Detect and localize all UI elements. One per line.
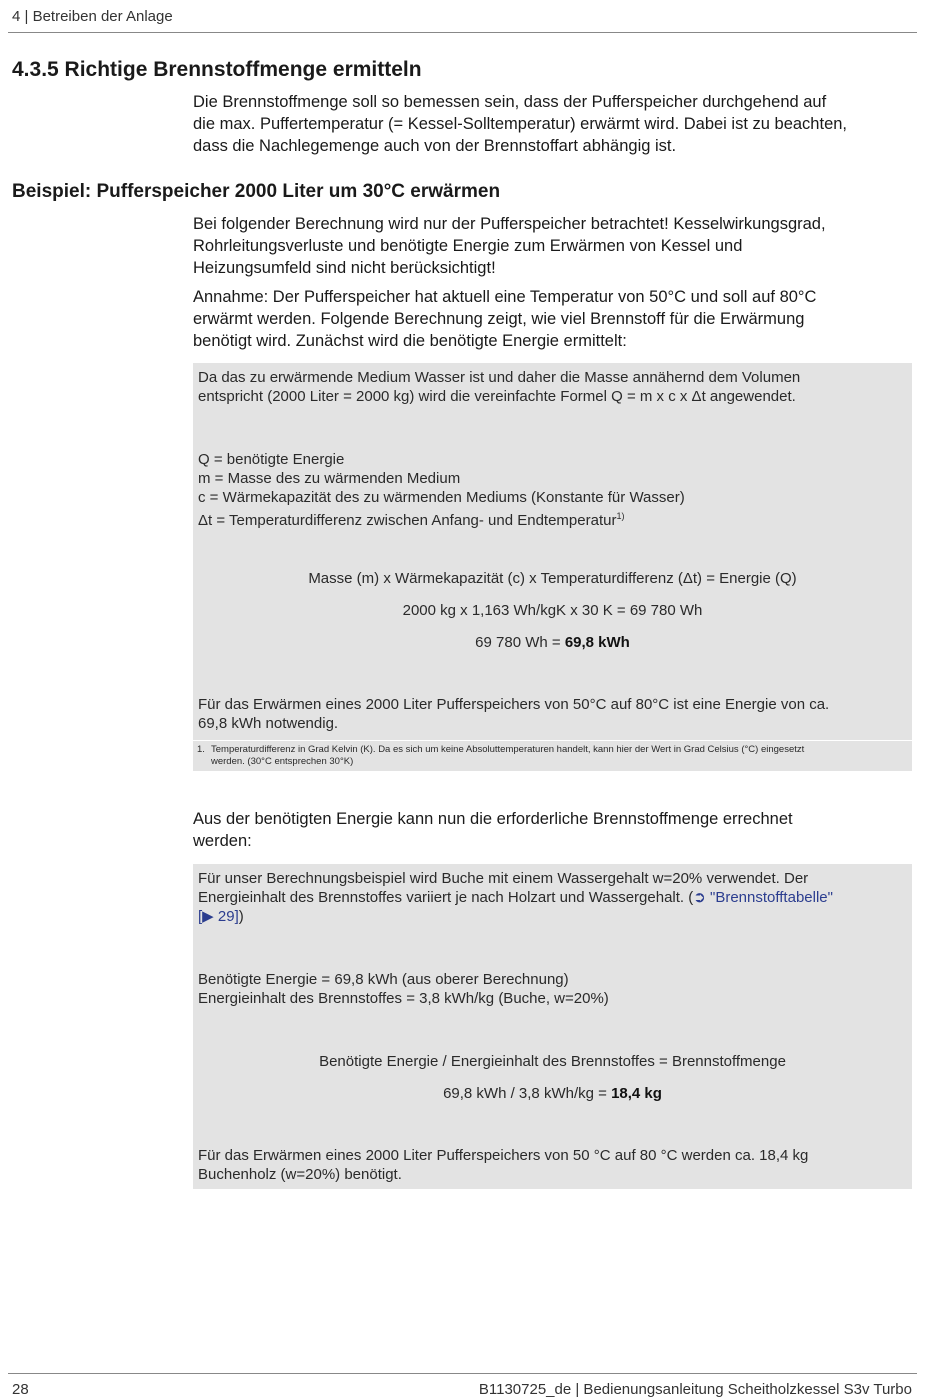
example-note-line: Rohrleitungsverluste und benötigte Energie zum Erwärmen von Kessel und — [193, 237, 743, 255]
example-title: Beispiel: Pufferspeicher 2000 Liter um 30°C erwärmen — [12, 181, 501, 202]
section-title: 4.3.5 Richtige Brennstoffmenge ermitteln — [12, 58, 422, 81]
energy-intro-line: entspricht (2000 Liter = 2000 kg) wird die vereinfachte Formel Q = m x c x Δt angewendet. — [198, 388, 796, 405]
section-intro-line: die max. Puffertemperatur (= Kessel-Solltemperatur) erwärmt wird. Dabei ist zu beachten, — [193, 115, 848, 133]
formula-line: Masse (m) x Wärmekapazität (c) x Temperaturdifferenz (Δt) = Energie (Q) — [308, 570, 797, 587]
page-ref-arrow-icon: ▶ — [202, 908, 214, 925]
footnote-number: 1. — [197, 744, 205, 755]
document-title: B1130725_de | Bedienungsanleitung Scheitholzkessel S3v Turbo — [478, 1381, 912, 1398]
energy-intro-line: Da das zu erwärmende Medium Wasser ist und daher die Masse annähernd dem Volumen — [198, 369, 801, 386]
result-value: 69,8 kWh — [564, 634, 630, 651]
section-intro-line: dass die Nachlegemenge auch von der Brennstoffart abhängig ist. — [193, 137, 677, 155]
page-ref-close: ) — [238, 908, 244, 925]
energy-needed: Benötigte Energie = 69,8 kWh (aus oberer Berechnung) — [198, 971, 569, 988]
section-intro-line: Die Brennstoffmenge soll so bemessen sein, dass der Pufferspeicher durchgehend auf — [193, 93, 827, 111]
fuel-intro-line — [198, 888, 903, 907]
energy-content: Energieinhalt des Brennstoffes = 3,8 kWh/kg (Buche, w=20%) — [198, 990, 609, 1007]
result-prefix: 69 780 Wh = — [475, 634, 565, 651]
page-reference[interactable] — [198, 907, 903, 926]
arrow-right-icon: ➲ — [693, 889, 706, 906]
page-ref-number[interactable]: 29] — [213, 908, 239, 925]
header-divider — [8, 32, 917, 33]
fuel-conclusion — [198, 1146, 903, 1184]
calculation-line: 2000 kg x 1,163 Wh/kgK x 30 K = 69 780 Wh — [402, 602, 703, 619]
fuel-conclusion-line: Buchenholz (w=20%) benötigt. — [198, 1166, 402, 1183]
section-intro — [193, 91, 905, 157]
energy-conclusion-line: Für das Erwärmen eines 2000 Liter Pufferspeichers von 50°C auf 80°C ist eine Energie von ca. — [198, 696, 830, 713]
variable-definitions — [198, 450, 903, 530]
fuel-table-link[interactable]: "Brennstofftabelle" — [705, 889, 833, 906]
definition-t-text: Δt = Temperaturdifferenz zwischen Anfang- und Endtemperatur — [198, 512, 617, 529]
footnote-line: Temperaturdifferenz in Grad Kelvin (K). Da es sich um keine Absoluttemperaturen handelt, kann hier der Wert in Grad Celsius (°C) eingesetzt — [211, 744, 805, 755]
fuel-result-line — [193, 1084, 912, 1103]
footnote — [193, 740, 912, 771]
fuel-intro-line: werden: — [193, 832, 252, 850]
definition-m: m = Masse des zu wärmenden Medium — [198, 470, 461, 487]
page-ref-open: [ — [198, 908, 203, 925]
fuel-conclusion-line: Für das Erwärmen eines 2000 Liter Pufferspeichers von 50 °C auf 80 °C werden ca. 18,4 kg — [198, 1147, 809, 1164]
energy-calculation-box — [193, 363, 912, 740]
fuel-values — [198, 970, 903, 1008]
definition-c: c = Wärmekapazität des zu wärmenden Mediums (Konstante für Wasser) — [198, 489, 685, 506]
definition-t — [198, 507, 903, 530]
example-assumption — [193, 286, 905, 352]
fuel-calculation-box — [193, 864, 912, 1189]
page-number: 28 — [12, 1381, 29, 1398]
assumption-line: benötigt wird. Zunächst wird die benötigte Energie ermittelt: — [193, 332, 627, 350]
energy-conclusion-line: 69,8 kWh notwendig. — [198, 715, 339, 732]
example-note-line: Bei folgender Berechnung wird nur der Pufferspeicher betrachtet! Kesselwirkungsgrad, — [193, 215, 826, 233]
footer-divider — [8, 1373, 917, 1374]
result-line — [193, 633, 912, 652]
running-header: 4 | Betreiben der Anlage — [12, 8, 173, 25]
footnote-line: werden. (30°C entsprechen 30°K) — [211, 756, 354, 767]
fuel-intro-text: Energieinhalt des Brennstoffes variiert je nach Holzart und Wassergehalt. ( — [198, 889, 694, 906]
footnote-ref: 1) — [616, 511, 625, 521]
example-note — [193, 213, 905, 279]
fuel-calc-result: 18,4 kg — [611, 1085, 662, 1102]
energy-conclusion — [198, 695, 903, 733]
assumption-line: erwärmt werden. Folgende Berechnung zeigt, wie viel Brennstoff für die Erwärmung — [193, 310, 805, 328]
example-note-line: Heizungsumfeld sind nicht berücksichtigt! — [193, 259, 496, 277]
definition-q: Q = benötigte Energie — [198, 451, 345, 468]
fuel-formula-line: Benötigte Energie / Energieinhalt des Brennstoffes = Brennstoffmenge — [319, 1053, 786, 1070]
assumption-line: Annahme: Der Pufferspeicher hat aktuell eine Temperatur von 50°C und soll auf 80°C — [193, 288, 817, 306]
fuel-calc-prefix: 69,8 kWh / 3,8 kWh/kg = — [443, 1085, 612, 1102]
fuel-intro-line: Aus der benötigten Energie kann nun die erforderliche Brennstoffmenge errechnet — [193, 810, 793, 828]
fuel-intro-line: Für unser Berechnungsbeispiel wird Buche mit einem Wassergehalt w=20% verwendet. Der — [198, 870, 809, 887]
fuel-intro — [193, 808, 905, 852]
